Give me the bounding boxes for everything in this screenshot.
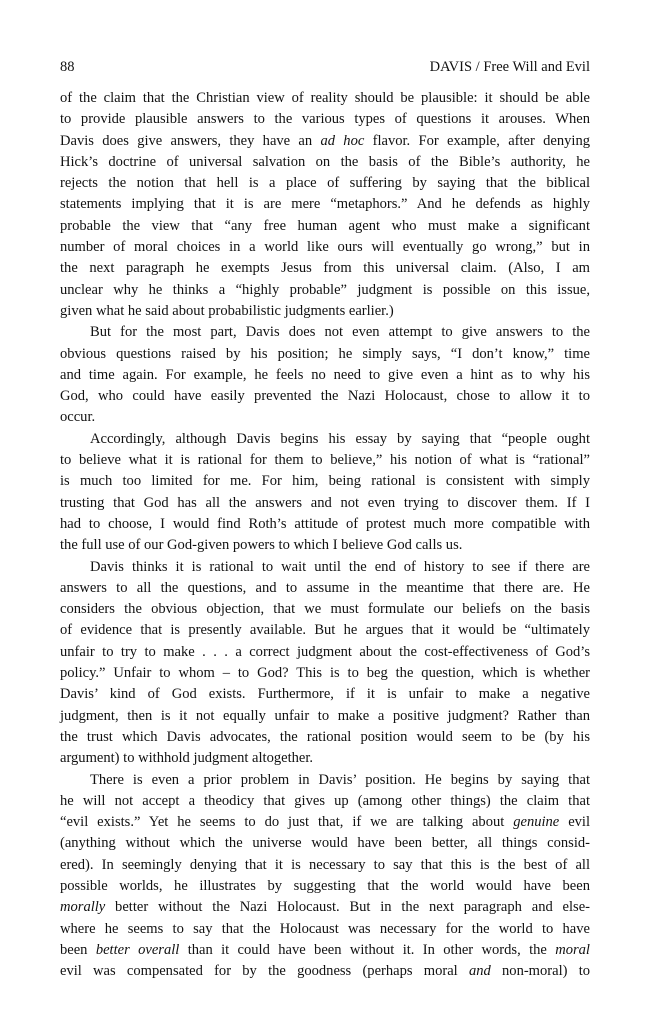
text-line: the trust which Davis advocates, the rational position would seem to be (by his [60,728,590,745]
running-title: DAVIS / Free Will and Evil [429,59,590,75]
paragraph [60,88,590,322]
paragraph [60,557,590,770]
text-line: morally better without the Nazi Holocaust. But in the next paragraph and else- [60,899,590,916]
text-line: obvious questions raised by his position; he simply says, “I don’t know,” time [60,345,590,362]
text-line: rejects the notion that hell is a place of suffering by saying that the biblical [60,175,590,192]
text-line: of the claim that the Christian view of reality should be plausible: it should be able [60,90,590,106]
text-line: policy.” Unfair to whom – to God? This is to beg the question, which is whether [60,665,590,682]
text-line: “evil exists.” Yet he seems to do just that, if we are talking about genuine evil [60,814,591,831]
text-line: Hick’s doctrine of universal salvation on the basis of the Bible’s authority, he [60,153,590,170]
text-line: the next paragraph he exempts Jesus from this universal claim. (Also, I am [60,260,590,277]
text-line: Accordingly, although Davis begins his essay by saying that “people ought [90,430,590,447]
page-number: 88 [60,59,75,75]
text-line: statements implying that it is are mere “metaphors.” And he defends as highly [60,196,590,213]
text-line: unfair to try to make . . . a correct judgment about the cost-effectiveness of God’s [60,643,590,660]
text-line: of evidence that is presently available. But he argues that it would be “ultimately [60,622,590,639]
text-line: Davis thinks it is rational to wait until the end of history to see if there are [90,558,590,575]
text-line: is much too limited for me. For him, being rational is consistent with simply [60,473,590,490]
text-line: occur. [60,409,96,426]
italic-text: moral [555,941,590,958]
text-line: trusting that God has all the answers and not even trying to discover them. If I [60,494,590,511]
text-line: where he seems to say that the Holocaust was necessary for the world to have [60,920,590,937]
text-line: God, who could have easily prevented the Nazi Holocaust, chose to allow it to [60,388,590,405]
text-line: probable the view that “any free human agent who must make a significant [60,217,590,234]
italic-text: ad hoc [320,132,365,149]
paragraph [60,322,590,428]
text-line: number of moral choices in a world like ours will eventually go wrong,” but in [60,239,590,256]
running-header [60,58,590,76]
text-line: answers to all the questions, and to assume in the meantime that there are. He [60,579,590,596]
text-line: Davis does give answers, they have an ad hoc flavor. For example, after denying [60,132,591,149]
text-line: There is even a prior problem in Davis’ position. He begins by saying that [90,771,590,788]
text-line: evil was compensated for by the goodness (perhaps moral and non-moral) to [60,963,591,980]
paragraph [60,429,590,557]
text-line: to provide plausible answers to the various types of questions it arouses. When [60,111,590,128]
text-line: (anything without which the universe would have been better, all things consid- [60,835,590,852]
body-text [60,88,590,982]
text-line: possible worlds, he illustrates by suggesting that the world would have been [60,877,590,894]
italic-text: better overall [95,941,180,958]
paragraph [60,770,590,983]
text-line: to believe what it is rational for them to believe,” his notion of what is “rational” [60,452,590,469]
text-line: ered). In seemingly denying that it is necessary to say that this is the best of all [60,856,590,873]
text-line: unclear why he thinks a “highly probable” judgment is possible on this issue, [60,281,590,298]
italic-text: genuine [513,814,560,831]
text-line: given what he said about probabilistic judgments earlier.) [60,302,394,319]
text-line: the full use of our God-given powers to which I believe God calls us. [60,537,463,554]
text-line: had to choose, I would find Roth’s attitude of protest much more compatible with [60,515,590,532]
text-line: considers the obvious objection, that we must formulate our beliefs on the basis [60,601,590,618]
text-line: been better overall than it could have been without it. In other words, the moral [60,941,590,958]
text-line: and time again. For example, he feels no need to give even a hint as to why his [60,366,590,383]
text-line: Davis’ kind of God exists. Furthermore, if it is unfair to make a negative [60,686,590,703]
text-line: judgment, then is it not equally unfair to make a positive judgment? Rather than [60,707,590,724]
text-line: argument) to withhold judgment altogether. [60,750,314,767]
text-line: he will not accept a theodicy that gives up (among other things) the claim that [60,792,590,809]
italic-text: morally [60,899,106,916]
text-line: But for the most part, Davis does not even attempt to give answers to the [90,324,590,341]
italic-text: and [468,963,491,980]
